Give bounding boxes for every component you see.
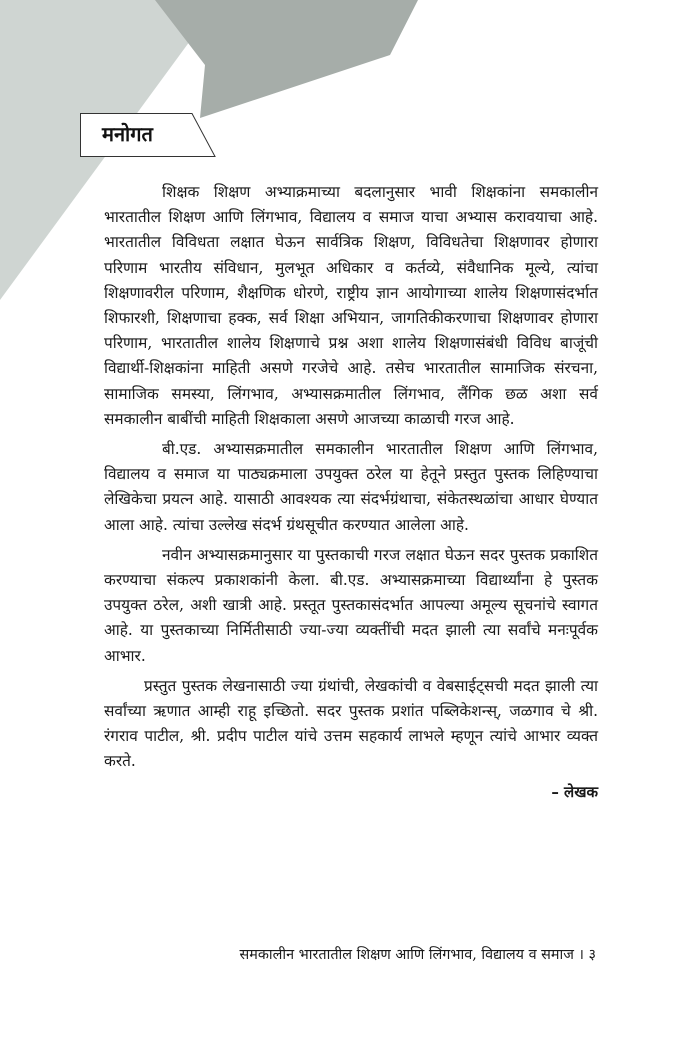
author-signature: – लेखक — [551, 782, 598, 801]
paragraph-4: प्रस्तुत पुस्तक लेखनासाठी ज्या ग्रंथांची, लेखकांची व वेबसाईट्सची मदत झाली त्या सर्वांच्या ऋणात आम्ही राहू इच्छितो. सदर पुस्तक प्रशांत पब्लिकेशन्स्, जळगाव चे श्री. रंगराव पाटील, श्री. प्रदीप पाटील यांचे उत्तम सहकार्य लाभले म्हणून त्यांचे आभार व्यक्त करते. — [104, 676, 598, 771]
paragraph-3: नवीन अभ्यासक्रमानुसार या पुस्तकाची गरज लक्षात घेऊन सदर पुस्तक प्रकाशित करण्याचा संकल्प प्रकाशकांनी केला. बी.एड. अभ्यासक्रमाच्या विद्यार्थ्यांना हे पुस्तक उपयुक्त ठरेल, अशी खात्री आहे. प्रस्तूत पुस्तकासंदर्भात आपल्या अमूल्य सूचनांचे स्वागत आहे. या पुस्तकाच्या निर्मितीसाठी ज्या-ज्या व्यक्तींची मदत झाली त्या सर्वांचे मनःपूर्वक आभार. — [104, 545, 598, 665]
page-footer: समकालीन भारतातील शिक्षण आणि लिंगभाव, विद्यालय व समाज । ३ — [239, 947, 596, 963]
background-dark-shape — [155, 0, 418, 118]
heading-tab — [80, 113, 216, 157]
page-title: मनोगत — [102, 122, 153, 146]
paragraph-2: बी.एड. अभ्यासक्रमातील समकालीन भारतातील शिक्षण आणि लिंगभाव, विद्यालय व समाज या पाठ्यक्रमाला उपयुक्त ठरेल या हेतूने प्रस्तुत पुस्तक लिहिण्याचा लेखिकेचा प्रयत्न आहे. यासाठी आवश्यक त्या संदर्भग्रंथाचा, संकेतस्थळांचा आधार घेण्यात आला आहे. त्यांचा उल्लेख संदर्भ ग्रंथसूचीत करण्यात आलेला आहे. — [104, 440, 598, 534]
paragraph-1: शिक्षक शिक्षण अभ्याक्रमाच्या बदलानुसार भावी शिक्षकांना समकालीन भारतातील शिक्षण आणि लिंगभाव, विद्यालय व समाज याचा अभ्यास करावयाचा आहे. भारतातील विविधता लक्षात घेऊन सार्वत्रिक शिक्षण, विविधतेचा शिक्षणावर होणारा परिणाम भारतीय संविधान, मुलभूत अधिकार व कर्तव्ये, संवैधानिक मूल्ये, त्यांचा शिक्षणावरील परिणाम, शैक्षणिक धोरणे, राष्ट्रीय ज्ञान आयोगाच्या शालेय शिक्षणासंदर्भात शिफारशी, शिक्षणाचा हक्क, सर्व शिक्षा अभियान, जागतिकीकरणाचा शिक्षणावर होणारा परिणाम, भारतातील शालेय शिक्षणाचे प्रश्न अशा शालेय शिक्षणासंबंधी विविध बाजूंची विद्यार्थी-शिक्षकांना माहिती असणे गरजेचे आहे. तसेच भारतातील सामाजिक संरचना, सामाजिक समस्या, लिंगभाव, अभ्यासक्रमातील लिंगभाव, लैंगिक छळ अशा सर्व समकालीन बाबींची माहिती शिक्षकाला असणे आजच्या काळाची गरज आहे. — [104, 183, 598, 428]
preface-body — [104, 180, 598, 804]
